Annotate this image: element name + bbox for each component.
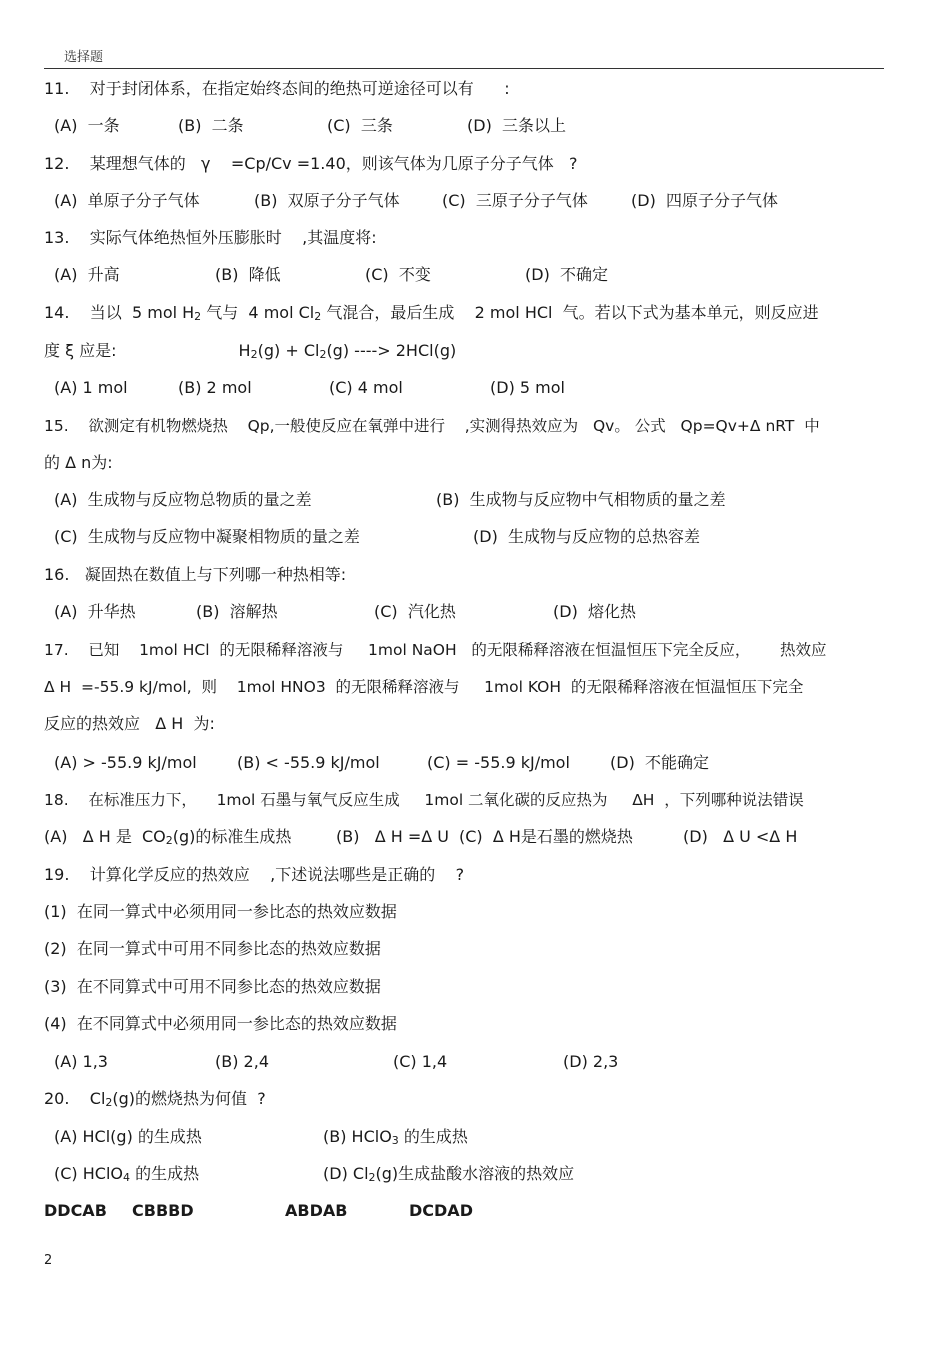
option-d: (D) $Cl_2(g)$生成盐酸水溶液的热效应 <box>323 1164 575 1184</box>
question-13: 13. 实际气体绝热恒外压膨胀时 ,其温度将: <box>44 228 377 247</box>
header-divider <box>44 68 884 69</box>
question-19-statement-2: (2) 在同一算式中可用不同参比态的热效应数据 <box>44 939 381 958</box>
option-b: (B) HClO$_3$ 的生成热 <box>323 1127 468 1147</box>
option-d: (D) 2,3 <box>563 1052 619 1071</box>
question-14-line-2: 度 ξ 应是: $H_2(g) + Cl_2(g)$ ----> 2HCl(g) <box>44 341 457 361</box>
question-11: 11. 对于封闭体系，在指定始终态间的绝热可逆途径可以有 : <box>44 79 510 98</box>
option-c: (C) 三原子分子气体 <box>442 191 588 210</box>
option-c: (C) HClO$_4$ 的生成热 <box>54 1164 200 1184</box>
answer-key-2: CBBBD <box>132 1201 194 1220</box>
option-b: (B) 双原子分子气体 <box>254 191 400 210</box>
option-b: (B) Δ H =Δ U <box>336 827 450 846</box>
question-12: 12. 某理想气体的 γ =Cp/Cv =1.40，则该气体为几原子分子气体 ? <box>44 154 578 173</box>
option-a: (A) 生成物与反应物总物质的量之差 <box>54 490 312 509</box>
answer-key-1: DDCAB <box>44 1201 107 1220</box>
question-15-line-1: 15. 欲测定有机物燃烧热 Qp,一般使反应在氧弹中进行 ,实测得热效应为 Qv。 公式 Qp=Qv+Δ nRT 中 <box>44 417 820 435</box>
option-d: (D) 5 mol <box>490 378 565 397</box>
question-19-statement-1: (1) 在同一算式中必须用同一参比态的热效应数据 <box>44 902 397 921</box>
option-d: (D) 三条以上 <box>467 116 566 135</box>
option-b: (B) 溶解热 <box>196 602 278 621</box>
question-17-line-3: 反应的热效应 Δ H 为: <box>44 714 215 733</box>
option-b: (B) 2 mol <box>178 378 252 397</box>
question-19-statement-3: (3) 在不同算式中可用不同参比态的热效应数据 <box>44 977 381 996</box>
option-c: (C) = -55.9 kJ/mol <box>427 753 570 772</box>
option-d: (D) 不能确定 <box>610 753 709 772</box>
option-c: (C) 汽化热 <box>374 602 456 621</box>
question-19-statement-4: (4) 在不同算式中必须用同一参比态的热效应数据 <box>44 1014 397 1033</box>
option-d: (D) Δ U <Δ H <box>683 827 798 846</box>
option-a: (A) 1 mol <box>54 378 128 397</box>
option-c: (C) 三条 <box>327 116 393 135</box>
option-c: (C) 1,4 <box>393 1052 448 1071</box>
option-c: (C) Δ H是石墨的燃烧热 <box>459 827 633 846</box>
option-c: (C) 不变 <box>365 265 431 284</box>
option-a: (A) 单原子分子气体 <box>54 191 200 210</box>
option-a: (A) 升华热 <box>54 602 136 621</box>
option-c: (C) 生成物与反应物中凝聚相物质的量之差 <box>54 527 360 546</box>
question-15-line-2: 的 Δ n为: <box>44 453 113 472</box>
section-header: 选择题 <box>64 50 104 65</box>
option-a: (A) HCl(g) 的生成热 <box>54 1127 202 1146</box>
option-b: (B) 二条 <box>178 116 244 135</box>
question-17-line-2: Δ H =-55.9 kJ/mol, 则 1mol HNO3 的无限稀释溶液与 1mol KOH 的无限稀释溶液在恒温恒压下完全 <box>44 678 804 696</box>
question-18: 18. 在标准压力下， 1mol 石墨与氧气反应生成 1mol 二氧化碳的反应热为 ΔH ，下列哪种说法错误 <box>44 791 804 809</box>
option-b: (B) 生成物与反应物中气相物质的量之差 <box>436 490 726 509</box>
question-16: 16. 凝固热在数值上与下列哪一种热相等: <box>44 565 347 584</box>
option-a: (A) > -55.9 kJ/mol <box>54 753 197 772</box>
option-b: (B) 2,4 <box>215 1052 269 1071</box>
question-17-line-1: 17. 已知 1mol HCl 的无限稀释溶液与 1mol NaOH 的无限稀释溶液在恒温恒压下完全反应， 热效应 <box>44 641 827 659</box>
question-20: 20. $Cl_2(g)$的燃烧热为何值 ? <box>44 1089 266 1109</box>
option-a: (A) 升高 <box>54 265 120 284</box>
option-a: (A) Δ H 是 $CO_2(g)$的标准生成热 <box>44 827 292 847</box>
option-b: (B) 降低 <box>215 265 281 284</box>
option-d: (D) 四原子分子气体 <box>631 191 778 210</box>
option-a: (A) 1,3 <box>54 1052 108 1071</box>
option-b: (B) < -55.9 kJ/mol <box>237 753 380 772</box>
answer-key-4: DCDAD <box>409 1201 473 1220</box>
option-a: (A) 一条 <box>54 116 120 135</box>
question-14-line-1: 14. 当以 5 mol $H_2$ 气与 4 mol $Cl_2$ 气混合，最后生成 2 mol HCl 气。若以下式为基本单元，则反应进 <box>44 303 819 323</box>
option-d: (D) 生成物与反应物的总热容差 <box>473 527 700 546</box>
option-c: (C) 4 mol <box>329 378 403 397</box>
option-d: (D) 不确定 <box>525 265 608 284</box>
answer-key-3: ABDAB <box>285 1201 348 1220</box>
option-d: (D) 熔化热 <box>553 602 636 621</box>
question-19: 19. 计算化学反应的热效应 ,下述说法哪些是正确的 ? <box>44 865 465 884</box>
page-number: 2 <box>44 1253 53 1268</box>
